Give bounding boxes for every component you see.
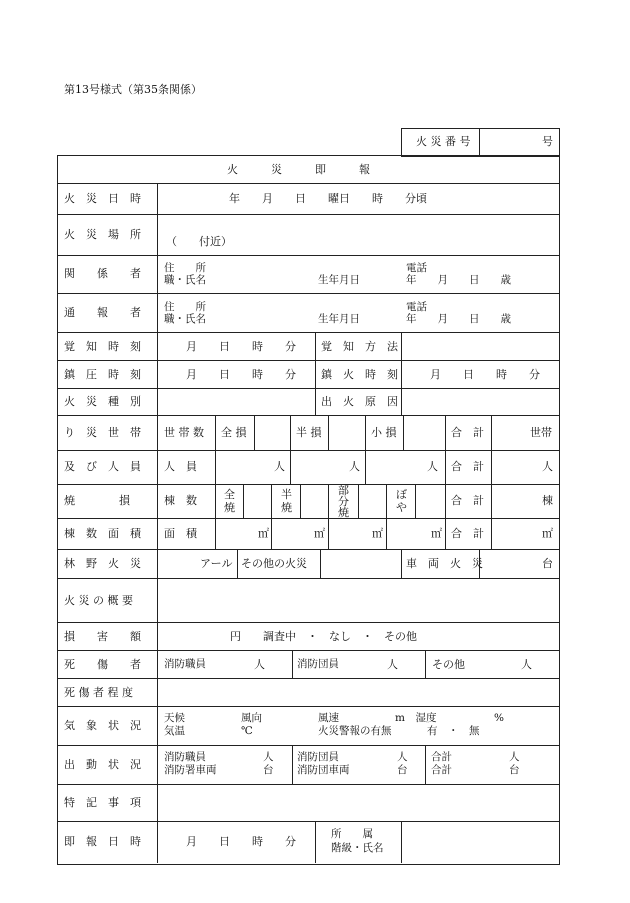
dispatch-fire-corps: 消防団員	[297, 751, 339, 763]
fire-warning-choice: 有 ・ 無	[427, 725, 480, 737]
half-loss-label: 半 損	[296, 426, 322, 439]
area-total-label: 合 計	[451, 527, 484, 540]
wind-direction: 風向	[241, 712, 262, 724]
persons-label: 人 員	[164, 460, 197, 473]
label-casualty-degree: 死 傷 者 程 度	[64, 686, 133, 699]
persons-unit-2: 人	[349, 460, 360, 473]
reporter-age: 年 月 日 歳	[406, 313, 511, 325]
persons-total-label: 合 計	[451, 460, 484, 473]
dispatch-corps-vehicles: 消防団車両	[297, 764, 350, 776]
area-unit-3: ㎡	[372, 527, 383, 540]
fire-place-value: （ 付近）	[166, 235, 232, 248]
persons-unit-3: 人	[427, 460, 438, 473]
label-suppress-time: 鎮 圧 時 刻	[64, 368, 141, 381]
label-reporter: 通 報 者	[64, 306, 141, 319]
label-related-person: 関 係 者	[64, 267, 141, 280]
area-label: 面 積	[164, 527, 197, 540]
persons-unit-1: 人	[274, 460, 285, 473]
detect-time-value: 月 日 時 分	[186, 340, 296, 353]
rank-name-label: 階級・氏名	[331, 842, 384, 854]
label-detect-time: 覚 知 時 刻	[64, 340, 141, 353]
label-fire-place: 火 災 場 所	[64, 228, 141, 241]
label-fire-kind: 火 災 種 別	[64, 395, 141, 408]
area-unit-2: ㎡	[314, 527, 325, 540]
casualty-fire-staff: 消防職員	[164, 658, 206, 670]
buildings-count-label: 棟 数	[164, 494, 197, 507]
label-fire-cause: 出 火 原 因	[321, 395, 398, 408]
related-tel: 電話	[406, 262, 427, 274]
area-total-unit: ㎡	[542, 527, 553, 540]
fire-warning: 火災警報の有無	[318, 725, 392, 737]
label-casualties: 死 傷 者	[64, 658, 141, 671]
dispatch-total-persons: 合計	[431, 751, 452, 763]
temperature: 気温	[164, 725, 185, 737]
households-unit: 世帯	[530, 426, 552, 439]
label-burned: 焼 損	[64, 494, 130, 507]
label-burned-area: 棟 数 面 積	[64, 527, 141, 540]
fully-burned-label: 全	[224, 488, 235, 501]
dispatch-station-vehicles: 消防署車両	[164, 764, 217, 776]
dispatch-total-vehicles: 合計	[431, 764, 452, 776]
reporter-name: 職・氏名	[164, 313, 206, 325]
extinguish-time-value: 月 日 時 分	[430, 368, 540, 381]
fire-number-unit: 号	[542, 135, 553, 148]
label-detect-method: 覚 知 方 法	[321, 340, 398, 353]
related-address: 住 所	[164, 262, 206, 274]
casualty-fire-corps: 消防団員	[297, 658, 339, 670]
label-victim-households: り 災 世 帯	[64, 426, 141, 439]
related-name: 職・氏名	[164, 274, 206, 286]
form-title: 第13号様式（第35条関係）	[64, 83, 202, 96]
full-loss-label: 全 損	[221, 426, 247, 439]
small-fire-label: ぼ	[396, 488, 407, 501]
partially-burned-label: 部	[338, 484, 349, 497]
burned-total-label: 合 計	[451, 494, 484, 507]
vehicle-unit: 台	[542, 557, 553, 570]
dispatch-fire-staff: 消防職員	[164, 751, 206, 763]
suppress-time-value: 月 日 時 分	[186, 368, 296, 381]
area-unit-4: ㎡	[431, 527, 442, 540]
fire-number-label: 火 災 番 号	[416, 135, 471, 148]
reporter-address: 住 所	[164, 301, 206, 313]
label-special-notes: 特 記 事 項	[64, 796, 141, 809]
reporter-birth: 生年月日	[318, 313, 360, 325]
casualty-other: その他	[432, 658, 465, 671]
form-heading: 火 災 即 報	[227, 163, 370, 176]
area-unit-1: ㎡	[258, 527, 269, 540]
fire-date-value: 年 月 日 曜日 時 分頃	[229, 192, 427, 205]
reporter-tel: 電話	[406, 301, 427, 313]
wind-speed: 風速	[318, 712, 339, 724]
related-age: 年 月 日 歳	[406, 274, 511, 286]
households-total-label: 合 計	[451, 426, 484, 439]
damage-value: 円 調査中 ・ なし ・ その他	[230, 630, 417, 643]
label-damage: 損 害 額	[64, 630, 141, 643]
label-dispatch: 出 動 状 況	[64, 758, 141, 771]
burned-unit: 棟	[542, 494, 553, 507]
label-victim-persons: 及 び 人 員	[64, 460, 141, 473]
label-fire-date: 火 災 日 時	[64, 192, 141, 205]
vehicle-fire-label: 車 両 火 災	[406, 557, 483, 570]
report-time-value: 月 日 時 分	[186, 835, 296, 848]
label-fire-summary: 火 災 の 概 要	[64, 594, 133, 607]
half-burned-label: 半	[281, 488, 292, 501]
label-forest-fire: 林 野 火 災	[64, 557, 141, 570]
weather-condition: 天候	[164, 712, 185, 724]
label-extinguish-time: 鎮 火 時 刻	[321, 368, 398, 381]
other-fire-label: その他の火災	[241, 557, 307, 570]
persons-unit: 人	[542, 460, 553, 473]
label-report-time: 即 報 日 時	[64, 835, 141, 848]
label-weather: 気 象 状 況	[64, 719, 141, 732]
households-label: 世 帯 数	[164, 426, 204, 439]
related-birth: 生年月日	[318, 274, 360, 286]
small-loss-label: 小 損	[371, 426, 397, 439]
humidity: m 湿度	[395, 712, 437, 724]
affiliation-label: 所 属	[331, 828, 373, 840]
are-unit: アール	[200, 557, 233, 570]
